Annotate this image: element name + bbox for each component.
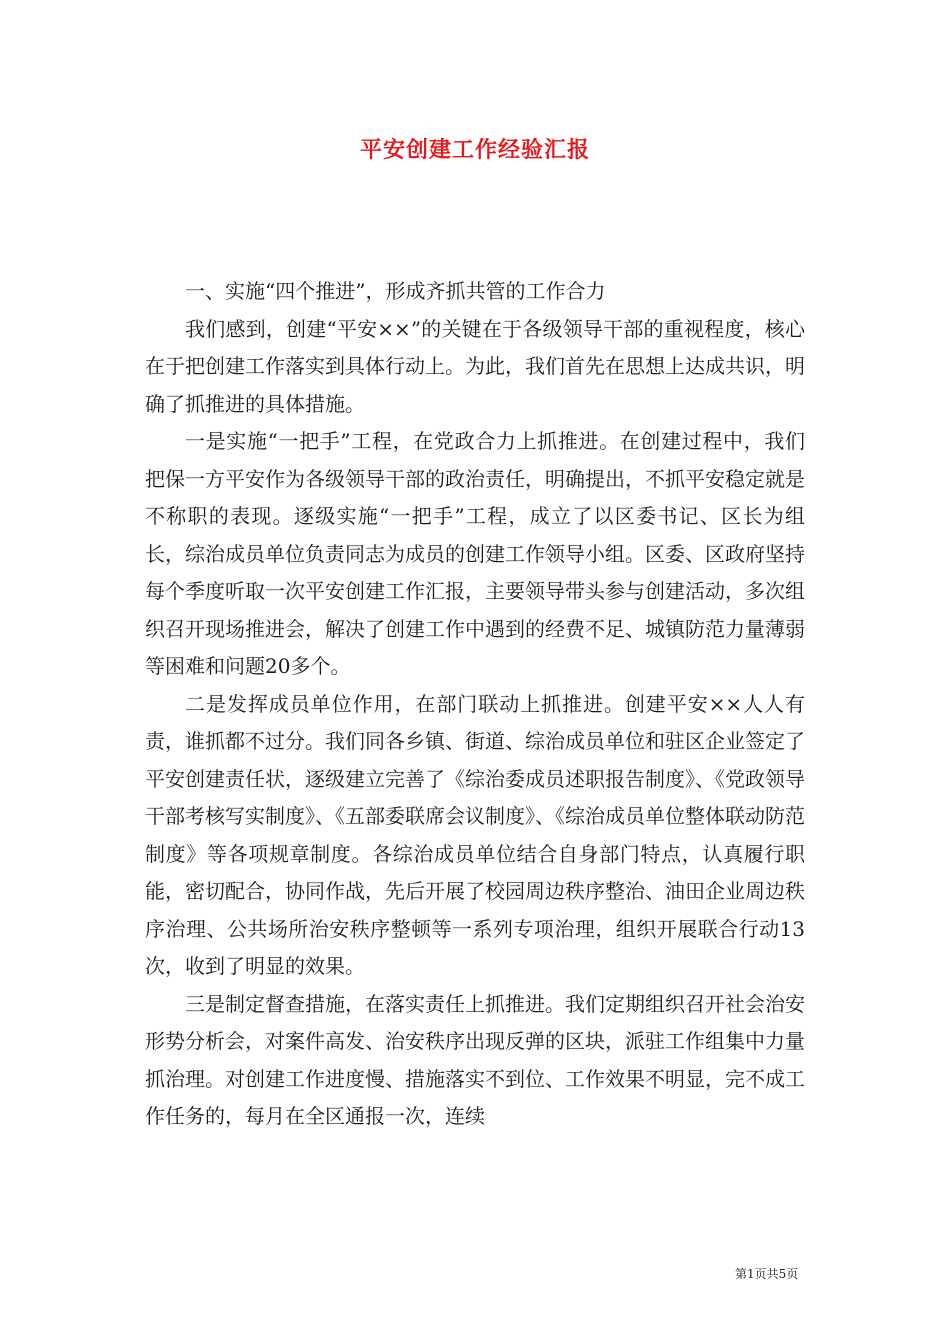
paragraph-first-measure: 一是实施“一把手”工程，在党政合力上抓推进。在创建过程中，我们把保一方平安作为各级领导干部的政治责任，明确提出，不抓平安稳定就是不称职的表现。逐级实施“一把手”工程，成立了以区委书记、区长为组长，综治成员单位负责同志为成员的创建工作领导小组。区委、区政府坚持每个季度听取一次平安创建工作汇报，主要领导带头参与创建活动，多次组织召开现场推进会，解决了创建工作中遇到的经费不足、城镇防范力量薄弱等困难和问题20多个。 [145,429,805,678]
document-title: 平安创建工作经验汇报 [359,137,590,163]
paragraph-intro: 我们感到，创建“平安××”的关键在于各级领导干部的重视程度，核心在于把创建工作落实到具体行动上。为此，我们首先在思想上达成共识，明确了抓推进的具体措施。 [145,316,805,416]
paragraph-third-measure: 三是制定督查措施，在落实责任上抓推进。我们定期组织召开社会治安形势分析会，对案件高发、治安秩序出现反弹的区块，派驻工作组集中力量抓治理。对创建工作进度慢、措施落实不到位、工作效果不明显，完不成工作任务的，每月在全区通报一次，连续 [145,991,805,1128]
document-body [145,273,805,1136]
paragraph-second-measure: 二是发挥成员单位作用，在部门联动上抓推进。创建平安××人人有责，谁抓都不过分。我们同各乡镇、街道、综治成员单位和驻区企业签定了平安创建责任状，逐级建立完善了《综治委成员述职报告制度》、《党政领导干部考核写实制度》、《五部委联席会议制度》、《综治成员单位整体联动防范制度》等各项规章制度。各综治成员单位结合自身部门特点，认真履行职能，密切配合，协同作战，先后开展了校园周边秩序整治、油田企业周边秩序治理、公共场所治安秩序整顿等一系列专项治理，组织开展联合行动13次，收到了明显的效果。 [145,691,805,978]
page-number: 第1页共5页 [735,1267,799,1281]
section-heading: 一、实施“四个推进”，形成齐抓共管的工作合力 [185,279,606,303]
